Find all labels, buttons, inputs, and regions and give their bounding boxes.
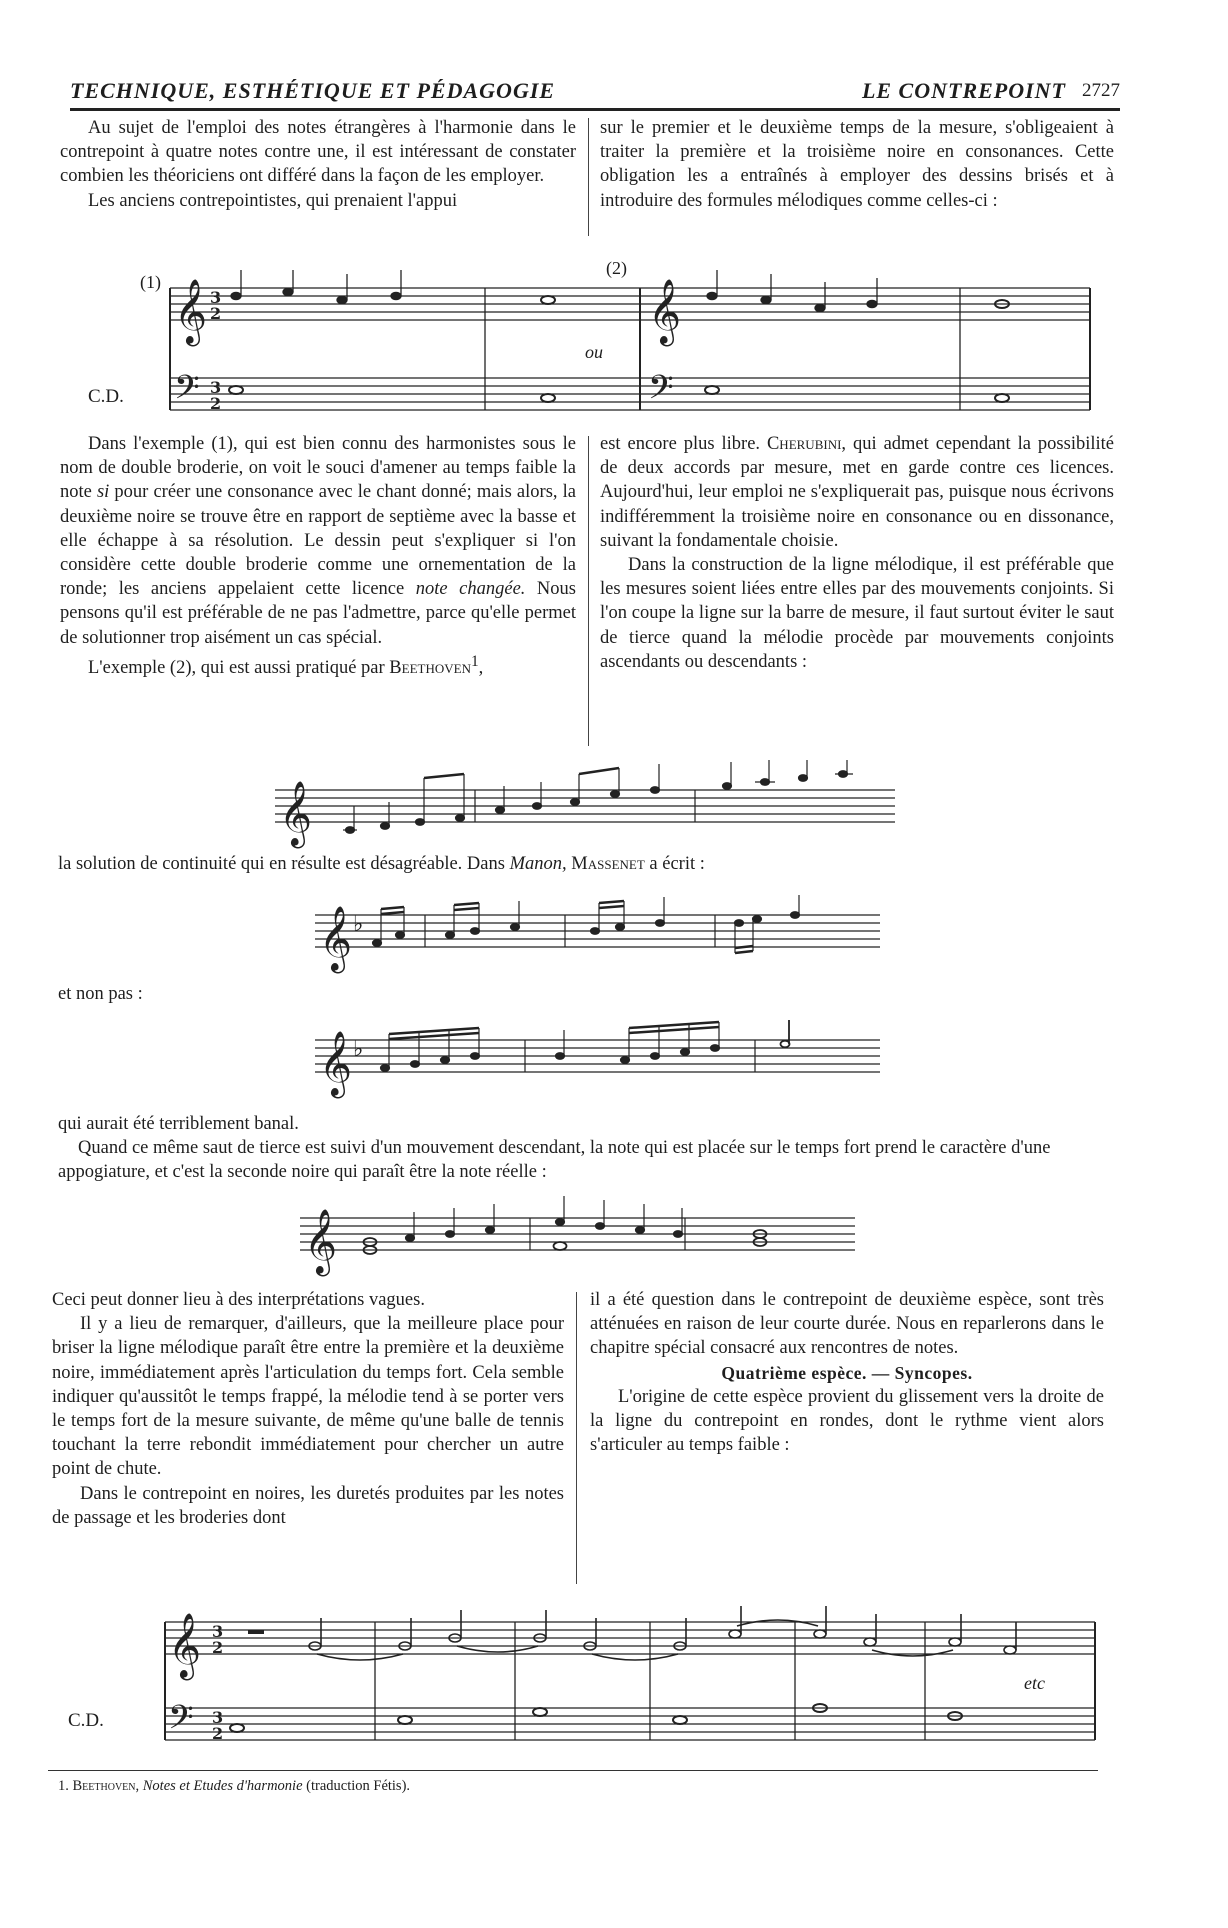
svg-text:3: 3	[212, 1708, 224, 1727]
svg-text:2: 2	[210, 304, 222, 323]
full-line-1	[58, 852, 1118, 876]
paragraph	[600, 432, 1114, 553]
paragraph	[60, 432, 576, 650]
bottom-left-column	[52, 1288, 564, 1530]
paragraph: L'origine de cette espèce provient du glissement vers la droite de la ligne du contrepoint en rondes, dont le rythme vient alors s'articuler au temps faible :	[590, 1386, 1104, 1456]
paragraph: sur le premier et le deuxième temps de la mesure, s'obligeaient à traiter la première et la troisième noire en consonances. Cette obligation les a entraînés à employer des dessins brisés et à introduire des formules mélodiques comme celles-ci :	[600, 118, 1114, 211]
cantus-label: C.D.	[68, 1710, 104, 1731]
svg-text:2: 2	[210, 394, 222, 413]
header-right-title: LE CONTREPOINT	[861, 78, 1066, 103]
treble-clef-icon: 𝄞	[174, 279, 208, 344]
top-left-column	[60, 116, 576, 213]
svg-text:3: 3	[210, 288, 222, 307]
header-left-title: TECHNIQUE, ESTHÉTIQUE ET PÉDAGOGIE	[70, 78, 556, 103]
text-run: note changée.	[415, 579, 526, 600]
music-example-syncopes	[160, 1610, 1095, 1755]
example-label-2: (2)	[606, 258, 627, 278]
footnote-number: 1.	[58, 1778, 69, 1794]
text-run: pour créer une consonance avec le chant donné; mais alors, la deuxième noire se trouve être en rapport de septième avec la basse et elle échappe à sa résolution. Le dessin peut s'expliquer si l'on considère cette double broderie comme une ornementation de la ronde; les anciens appelaient cette licence	[60, 482, 576, 600]
svg-text:2: 2	[212, 1724, 224, 1743]
paragraph: Dans le contrepoint en noires, les duretés produites par les notes de passage et les broderies dont	[52, 1483, 564, 1528]
rest-icon	[248, 1630, 264, 1634]
ou-label: ou	[585, 342, 603, 362]
full-line-4: Quand ce même saut de tierce est suivi d'un mouvement descendant, la note qui est placée sur le temps fort prend le caractère d'une appogiature, et c'est la seconde noire qui paraît être la note réelle :	[58, 1138, 1051, 1183]
page-header	[70, 78, 1120, 111]
text-run: ,	[478, 657, 484, 678]
paragraph: Les anciens contrepointistes, qui prenaient l'appui	[88, 190, 458, 211]
mid-left-column	[60, 432, 576, 680]
paragraph: il a été question dans le contrepoint de deuxième espèce, sont très atténuées en raison de leur courte durée. Nous en reparlerons dans le chapitre spécial consacré aux rencontres de notes.	[590, 1290, 1104, 1359]
footnote	[58, 1778, 410, 1795]
svg-text:2: 2	[212, 1638, 224, 1657]
full-line-2: et non pas :	[58, 984, 143, 1004]
treble-clef-icon: 𝄞	[648, 279, 682, 344]
music-example-appoggiatura	[300, 1196, 855, 1276]
text-run: est encore plus libre.	[600, 434, 767, 454]
treble-clef-icon: 𝄞	[319, 1031, 353, 1096]
paragraph: Dans la construction de la ligne mélodique, il est préférable que les mesures soient liées entre elles par des mouvements conjoints. Si l'on coupe la ligne sur la barre de mesure, il faut surtout éviter le saut de tierce quand la mélodie procède par mouvements conjoints ascendants ou descendants :	[600, 555, 1114, 672]
text-run: si	[96, 482, 110, 503]
svg-text:3: 3	[212, 1622, 224, 1641]
bass-clef-icon: 𝄢	[648, 369, 674, 415]
svg-text:3: 3	[210, 378, 222, 397]
text-run: a écrit :	[644, 854, 705, 874]
column-divider	[576, 1292, 577, 1584]
example-label-1: (1)	[140, 272, 161, 292]
treble-clef-icon: 𝄞	[279, 781, 313, 846]
composer-name: Cherubini	[766, 434, 842, 454]
opera-title: Manon,	[509, 854, 567, 874]
section-title: Quatrième espèce. — Syncopes.	[721, 1362, 973, 1383]
music-example-massenet	[315, 895, 880, 970]
bottom-right-column	[590, 1288, 1104, 1457]
top-right-column	[600, 116, 1114, 213]
paragraph: Il y a lieu de remarquer, d'ailleurs, que la meilleure place pour briser la ligne mélodique paraît être entre la première et la deuxième noire, immédiatement après l'articulation du temps fort. Cela semble indiquer qu'aussitôt le temps frappé, la mélodie tend à se porter vers le temps fort de la mesure suivante, de même qu'une balle de tennis touchant la terre rebondit immédiatement pour chercher un autre point de chute.	[52, 1314, 564, 1480]
treble-clef-icon: 𝄞	[168, 1613, 202, 1678]
treble-clef-icon: 𝄞	[319, 906, 353, 971]
music-example-1	[160, 270, 1095, 430]
flat-sign-icon: ♭	[353, 1037, 364, 1062]
footnote-rest: (traduction Fétis).	[302, 1778, 411, 1794]
column-divider	[588, 118, 589, 236]
text-run: la solution de continuité qui en résulte est désagréable. Dans	[58, 854, 510, 874]
footnote-title: Notes et Etudes d'harmonie	[142, 1778, 303, 1794]
column-divider	[588, 436, 589, 746]
paragraph: Ceci peut donner lieu à des interprétations vagues.	[52, 1290, 425, 1310]
footnote-rule	[48, 1770, 1098, 1771]
treble-clef-icon: 𝄞	[304, 1209, 338, 1274]
paragraph	[60, 650, 576, 680]
paragraph: Au sujet de l'emploi des notes étrangères à l'harmonie dans le contrepoint à quatre notes contre une, il est intéressant de constater combien les théoriciens ont différé dans la façon de les employer.	[60, 118, 576, 187]
composer-name: Beethoven	[389, 657, 471, 678]
full-line-3: qui aurait été terriblement banal.	[58, 1114, 299, 1134]
music-example-banal	[315, 1020, 880, 1095]
text-run: Nous pensons qu'il est préférable de ne pas l'admettre, parce qu'elle permet de solutionner trop aisément un cas spécial.	[60, 579, 576, 648]
composer-name: Massenet	[566, 854, 645, 874]
bass-clef-icon: 𝄢	[168, 1699, 194, 1745]
text-run: , qui admet cependant la possibilité de deux accords par mesure, met en garde contre ces licences. Aujourd'hui, leur emploi ne s'expliquerait pas, puisque nous écrivons indifféremment la troisième noire en consonance ou en dissonance, suivant la fondamentale choisie.	[600, 434, 1114, 551]
etc-label: etc	[1024, 1673, 1045, 1693]
text-run: L'exemple (2), qui est aussi pratiqué par	[88, 657, 390, 678]
bass-clef-icon: 𝄢	[174, 369, 200, 415]
cantus-label: C.D.	[88, 386, 124, 407]
flat-sign-icon: ♭	[353, 912, 364, 937]
mid-right-column	[600, 432, 1114, 674]
footnote-ref: 1	[470, 652, 479, 670]
text-run: Dans l'exemple (1), qui est bien connu des harmonistes sous le nom de double broderie, on voit le souci d'amener au temps faible la note	[60, 434, 576, 503]
page-number: 2727	[1082, 80, 1120, 101]
music-example-2	[275, 760, 895, 850]
footnote-author: Beethoven,	[72, 1778, 140, 1794]
